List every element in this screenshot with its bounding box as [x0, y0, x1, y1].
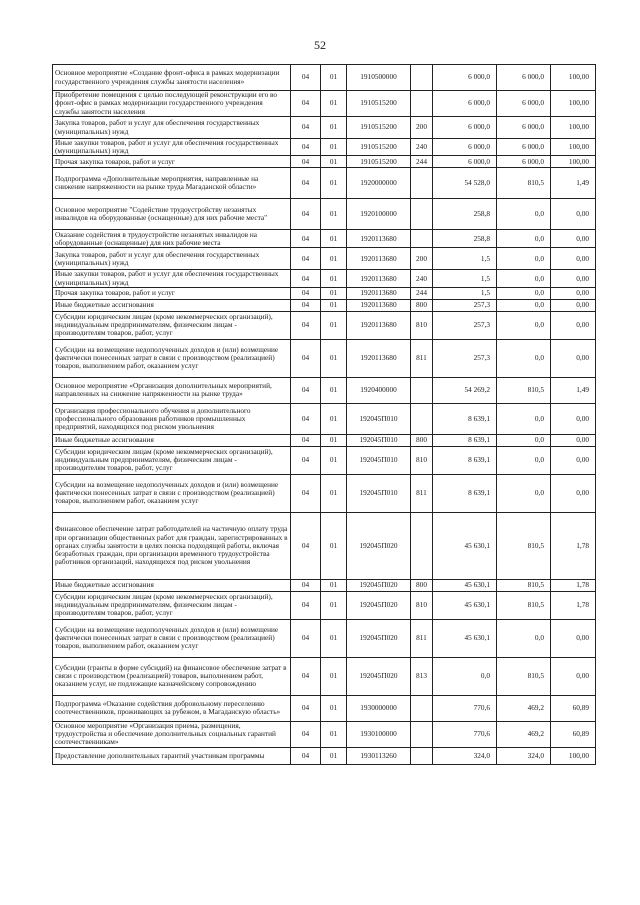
row-actual-amount: 810,5 [497, 579, 551, 591]
table-row [53, 91, 596, 117]
row-plan-amount: 54 528,0 [433, 168, 497, 199]
row-expense-type: 800 [411, 579, 433, 591]
row-plan-amount: 6 000,0 [433, 91, 497, 117]
table-row [53, 139, 596, 156]
row-subsection: 01 [321, 512, 347, 579]
row-name: Иные бюджетные ассигнования [53, 579, 291, 591]
row-subsection: 01 [321, 377, 347, 403]
row-actual-amount: 469,2 [497, 721, 551, 747]
row-percent: 0,00 [551, 199, 596, 230]
row-percent: 0,00 [551, 339, 596, 377]
row-plan-amount: 324,0 [433, 747, 497, 764]
row-expense-type [411, 230, 433, 248]
row-target-article: 192045П020 [347, 579, 411, 591]
row-name: Подпрограмма «Дополнительные мероприятия, направленные на снижение напряженности на рынке труда Магаданской области» [53, 168, 291, 199]
table-row [53, 474, 596, 512]
row-subsection: 01 [321, 139, 347, 156]
row-expense-type: 810 [411, 591, 433, 619]
row-name: Основное мероприятие «Организация дополнительных мероприятий, направленных на снижение напряженности на рынке труда» [53, 377, 291, 403]
table-row [53, 299, 596, 311]
table-row [53, 721, 596, 747]
row-actual-amount: 0,0 [497, 248, 551, 270]
row-plan-amount: 770,6 [433, 721, 497, 747]
row-target-article: 1920113680 [347, 230, 411, 248]
row-percent: 1,78 [551, 591, 596, 619]
row-plan-amount: 45 630,1 [433, 512, 497, 579]
row-subsection: 01 [321, 721, 347, 747]
row-actual-amount: 0,0 [497, 446, 551, 474]
row-subsection: 01 [321, 339, 347, 377]
row-plan-amount: 257,3 [433, 299, 497, 311]
row-section: 04 [291, 230, 321, 248]
row-expense-type: 200 [411, 117, 433, 139]
table-row [53, 168, 596, 199]
row-name: Иные закупки товаров, работ и услуг для обеспечения государственных (муниципальных) нужд [53, 139, 291, 156]
row-target-article: 192045П020 [347, 591, 411, 619]
row-name: Иные бюджетные ассигнования [53, 299, 291, 311]
row-plan-amount: 6 000,0 [433, 156, 497, 168]
row-expense-type: 810 [411, 311, 433, 339]
row-section: 04 [291, 65, 321, 91]
row-target-article: 192045П010 [347, 434, 411, 446]
row-actual-amount: 0,0 [497, 199, 551, 230]
row-plan-amount: 770,6 [433, 695, 497, 721]
row-actual-amount: 0,0 [497, 474, 551, 512]
row-percent: 100,00 [551, 65, 596, 91]
row-subsection: 01 [321, 287, 347, 299]
row-name: Закупка товаров, работ и услуг для обеспечения государственных (муниципальных) нужд [53, 117, 291, 139]
row-subsection: 01 [321, 695, 347, 721]
row-percent: 0,00 [551, 248, 596, 270]
row-plan-amount: 6 000,0 [433, 117, 497, 139]
row-target-article: 1910500000 [347, 65, 411, 91]
row-percent: 0,00 [551, 299, 596, 311]
row-actual-amount: 6 000,0 [497, 117, 551, 139]
row-section: 04 [291, 248, 321, 270]
row-target-article: 1920113680 [347, 270, 411, 287]
row-name: Иные закупки товаров, работ и услуг для обеспечения государственных (муниципальных) нужд [53, 270, 291, 287]
row-percent: 100,00 [551, 91, 596, 117]
row-percent: 60,89 [551, 695, 596, 721]
row-name: Приобретение помещения с целью последующей реконструкции его во фронт-офис в рамках модернизации государственного учреждения службы занятости населения [53, 91, 291, 117]
row-percent: 0,00 [551, 403, 596, 434]
row-expense-type [411, 695, 433, 721]
row-section: 04 [291, 474, 321, 512]
table-row [53, 403, 596, 434]
row-actual-amount: 469,2 [497, 695, 551, 721]
row-subsection: 01 [321, 156, 347, 168]
row-section: 04 [291, 721, 321, 747]
table-row [53, 591, 596, 619]
row-expense-type [411, 65, 433, 91]
row-percent: 0,00 [551, 446, 596, 474]
row-expense-type [411, 168, 433, 199]
row-target-article: 1920113680 [347, 311, 411, 339]
row-section: 04 [291, 446, 321, 474]
table-row [53, 230, 596, 248]
budget-table [52, 64, 596, 765]
row-actual-amount: 324,0 [497, 747, 551, 764]
row-subsection: 01 [321, 579, 347, 591]
row-name: Подпрограмма «Оказание содействия добровольному переселению соотечественников, проживающих за рубежом, в Магаданскую область» [53, 695, 291, 721]
row-percent: 0,00 [551, 657, 596, 695]
row-plan-amount: 8 639,1 [433, 434, 497, 446]
row-target-article: 1930113260 [347, 747, 411, 764]
row-name: Субсидии юридическим лицам (кроме некоммерческих организаций), индивидуальным предпринимателям, физическим лицам - производителям товаров, работ, услуг [53, 591, 291, 619]
row-actual-amount: 6 000,0 [497, 91, 551, 117]
table-row [53, 377, 596, 403]
row-name: Субсидии юридическим лицам (кроме некоммерческих организаций), индивидуальным предпринимателям, физическим лицам - производителям товаров, работ, услуг [53, 446, 291, 474]
row-plan-amount: 54 269,2 [433, 377, 497, 403]
row-plan-amount: 258,8 [433, 199, 497, 230]
row-subsection: 01 [321, 248, 347, 270]
row-name: Предоставление дополнительных гарантий участникам программы [53, 747, 291, 764]
row-actual-amount: 810,5 [497, 591, 551, 619]
row-plan-amount: 257,3 [433, 311, 497, 339]
row-section: 04 [291, 270, 321, 287]
row-section: 04 [291, 619, 321, 657]
row-expense-type [411, 91, 433, 117]
row-percent: 0,00 [551, 474, 596, 512]
row-expense-type [411, 199, 433, 230]
table-row [53, 270, 596, 287]
row-expense-type: 240 [411, 270, 433, 287]
row-plan-amount: 258,8 [433, 230, 497, 248]
row-target-article: 1930000000 [347, 695, 411, 721]
row-expense-type: 244 [411, 287, 433, 299]
row-percent: 1,78 [551, 579, 596, 591]
row-actual-amount: 0,0 [497, 230, 551, 248]
row-percent: 100,00 [551, 747, 596, 764]
row-expense-type [411, 403, 433, 434]
row-section: 04 [291, 168, 321, 199]
row-subsection: 01 [321, 403, 347, 434]
row-percent: 0,00 [551, 619, 596, 657]
row-actual-amount: 810,5 [497, 168, 551, 199]
row-actual-amount: 810,5 [497, 657, 551, 695]
row-percent: 0,00 [551, 230, 596, 248]
row-target-article: 192045П020 [347, 619, 411, 657]
row-target-article: 1920113680 [347, 248, 411, 270]
row-section: 04 [291, 156, 321, 168]
row-actual-amount: 810,5 [497, 377, 551, 403]
row-target-article: 1930100000 [347, 721, 411, 747]
row-section: 04 [291, 117, 321, 139]
row-section: 04 [291, 695, 321, 721]
row-percent: 1,49 [551, 377, 596, 403]
row-actual-amount: 0,0 [497, 434, 551, 446]
row-percent: 60,89 [551, 721, 596, 747]
table-row [53, 287, 596, 299]
row-section: 04 [291, 591, 321, 619]
row-plan-amount: 8 639,1 [433, 474, 497, 512]
row-plan-amount: 1,5 [433, 270, 497, 287]
row-plan-amount: 45 630,1 [433, 591, 497, 619]
row-target-article: 1920000000 [347, 168, 411, 199]
table-row [53, 446, 596, 474]
row-actual-amount: 810,5 [497, 512, 551, 579]
row-subsection: 01 [321, 168, 347, 199]
row-percent: 1,78 [551, 512, 596, 579]
row-percent: 0,00 [551, 270, 596, 287]
row-name: Финансовое обеспечение затрат работодателей на частичную оплату труда при организации общественных работ для граждан, зарегистрированных в органах службы занятости в целях поиска подходящей работы, включая безработных граждан, при организации временного трудоустройства работников организаций, находящихся под риском увольнения [53, 512, 291, 579]
row-subsection: 01 [321, 591, 347, 619]
row-section: 04 [291, 287, 321, 299]
row-name: Закупка товаров, работ и услуг для обеспечения государственных (муниципальных) нужд [53, 248, 291, 270]
row-percent: 100,00 [551, 156, 596, 168]
table-row [53, 695, 596, 721]
row-plan-amount: 8 639,1 [433, 403, 497, 434]
table-row [53, 117, 596, 139]
row-expense-type [411, 512, 433, 579]
row-subsection: 01 [321, 311, 347, 339]
row-section: 04 [291, 434, 321, 446]
row-section: 04 [291, 91, 321, 117]
row-name: Основное мероприятие «Создание фронт-офиса в рамках модернизации государственного учреждения службы занятости населения» [53, 65, 291, 91]
row-target-article: 1920400000 [347, 377, 411, 403]
row-target-article: 1920113680 [347, 287, 411, 299]
row-name: Субсидии на возмещение недополученных доходов и (или) возмещение фактически понесенных затрат в связи с производством (реализацией) товаров, выполнением работ, оказанием услуг [53, 474, 291, 512]
row-target-article: 1920113680 [347, 299, 411, 311]
row-actual-amount: 0,0 [497, 311, 551, 339]
row-subsection: 01 [321, 747, 347, 764]
row-percent: 100,00 [551, 117, 596, 139]
row-name: Основное мероприятие "Содействие трудоустройству незанятых инвалидов на оборудованные (оснащенные) для них рабочие места" [53, 199, 291, 230]
row-name: Субсидии на возмещение недополученных доходов и (или) возмещение фактически понесенных затрат в связи с производством (реализацией) товаров, выполнением работ, оказанием услуг [53, 619, 291, 657]
row-plan-amount: 6 000,0 [433, 139, 497, 156]
row-name: Организация профессионального обучения и дополнительного профессионального образования работников промышленных предприятий, находящихся под риском увольнения [53, 403, 291, 434]
row-target-article: 1920113680 [347, 339, 411, 377]
row-subsection: 01 [321, 299, 347, 311]
row-target-article: 1910515200 [347, 91, 411, 117]
row-expense-type: 811 [411, 474, 433, 512]
row-expense-type [411, 747, 433, 764]
row-actual-amount: 0,0 [497, 403, 551, 434]
row-percent: 0,00 [551, 311, 596, 339]
row-actual-amount: 6 000,0 [497, 139, 551, 156]
row-section: 04 [291, 299, 321, 311]
row-name: Прочая закупка товаров, работ и услуг [53, 156, 291, 168]
row-name: Прочая закупка товаров, работ и услуг [53, 287, 291, 299]
table-row [53, 156, 596, 168]
table-row [53, 199, 596, 230]
row-plan-amount: 45 630,1 [433, 579, 497, 591]
row-expense-type: 240 [411, 139, 433, 156]
row-section: 04 [291, 339, 321, 377]
row-percent: 100,00 [551, 139, 596, 156]
row-name: Субсидии (гранты в форме субсидий) на финансовое обеспечение затрат в связи с производством (реализацией) товаров, выполнением работ, оказанием услуг, не подлежащие казначейскому сопровождению [53, 657, 291, 695]
row-subsection: 01 [321, 65, 347, 91]
row-actual-amount: 0,0 [497, 287, 551, 299]
row-name: Субсидии юридическим лицам (кроме некоммерческих организаций), индивидуальным предпринимателям, физическим лицам - производителям товаров, работ, услуг [53, 311, 291, 339]
row-plan-amount: 6 000,0 [433, 65, 497, 91]
row-subsection: 01 [321, 117, 347, 139]
row-section: 04 [291, 377, 321, 403]
row-actual-amount: 0,0 [497, 619, 551, 657]
row-target-article: 1910515200 [347, 156, 411, 168]
table-row [53, 512, 596, 579]
row-target-article: 1910515200 [347, 139, 411, 156]
table-row [53, 619, 596, 657]
row-subsection: 01 [321, 270, 347, 287]
table-row [53, 248, 596, 270]
row-plan-amount: 1,5 [433, 287, 497, 299]
row-section: 04 [291, 199, 321, 230]
row-expense-type: 200 [411, 248, 433, 270]
row-name: Основное мероприятие «Организация приема, размещения, трудоустройства и обеспечение дополнительных социальных гарантий соотечественникам» [53, 721, 291, 747]
table-row [53, 65, 596, 91]
row-plan-amount: 257,3 [433, 339, 497, 377]
table-row [53, 657, 596, 695]
row-percent: 1,49 [551, 168, 596, 199]
row-plan-amount: 8 639,1 [433, 446, 497, 474]
row-expense-type: 810 [411, 446, 433, 474]
row-name: Субсидии на возмещение недополученных доходов и (или) возмещение фактически понесенных затрат в связи с производством (реализацией) товаров, выполнением работ, оказанием услуг [53, 339, 291, 377]
row-actual-amount: 0,0 [497, 299, 551, 311]
row-plan-amount: 1,5 [433, 248, 497, 270]
row-expense-type: 811 [411, 339, 433, 377]
row-expense-type: 813 [411, 657, 433, 695]
page-number: 52 [314, 38, 326, 52]
table-row [53, 311, 596, 339]
table-row [53, 747, 596, 764]
row-subsection: 01 [321, 91, 347, 117]
row-section: 04 [291, 657, 321, 695]
row-expense-type [411, 377, 433, 403]
row-actual-amount: 0,0 [497, 339, 551, 377]
row-actual-amount: 0,0 [497, 270, 551, 287]
row-subsection: 01 [321, 434, 347, 446]
table-row [53, 434, 596, 446]
row-section: 04 [291, 311, 321, 339]
row-target-article: 192045П010 [347, 403, 411, 434]
row-section: 04 [291, 512, 321, 579]
row-expense-type: 800 [411, 299, 433, 311]
row-expense-type [411, 721, 433, 747]
row-percent: 0,00 [551, 434, 596, 446]
row-target-article: 192045П010 [347, 446, 411, 474]
row-target-article: 192045П020 [347, 657, 411, 695]
row-section: 04 [291, 403, 321, 434]
row-subsection: 01 [321, 446, 347, 474]
row-name: Иные бюджетные ассигнования [53, 434, 291, 446]
row-expense-type: 244 [411, 156, 433, 168]
row-section: 04 [291, 139, 321, 156]
row-expense-type: 811 [411, 619, 433, 657]
row-expense-type: 800 [411, 434, 433, 446]
row-subsection: 01 [321, 199, 347, 230]
row-subsection: 01 [321, 657, 347, 695]
row-target-article: 1920100000 [347, 199, 411, 230]
row-subsection: 01 [321, 474, 347, 512]
row-actual-amount: 6 000,0 [497, 156, 551, 168]
row-subsection: 01 [321, 230, 347, 248]
table-row [53, 339, 596, 377]
table-row [53, 579, 596, 591]
row-plan-amount: 0,0 [433, 657, 497, 695]
row-target-article: 192045П020 [347, 512, 411, 579]
row-section: 04 [291, 579, 321, 591]
row-section: 04 [291, 747, 321, 764]
row-percent: 0,00 [551, 287, 596, 299]
row-name: Оказание содействия в трудоустройстве незанятых инвалидов на оборудованные (оснащенные) для них рабочие места [53, 230, 291, 248]
row-actual-amount: 6 000,0 [497, 65, 551, 91]
row-target-article: 192045П010 [347, 474, 411, 512]
row-plan-amount: 45 630,1 [433, 619, 497, 657]
row-subsection: 01 [321, 619, 347, 657]
row-target-article: 1910515200 [347, 117, 411, 139]
